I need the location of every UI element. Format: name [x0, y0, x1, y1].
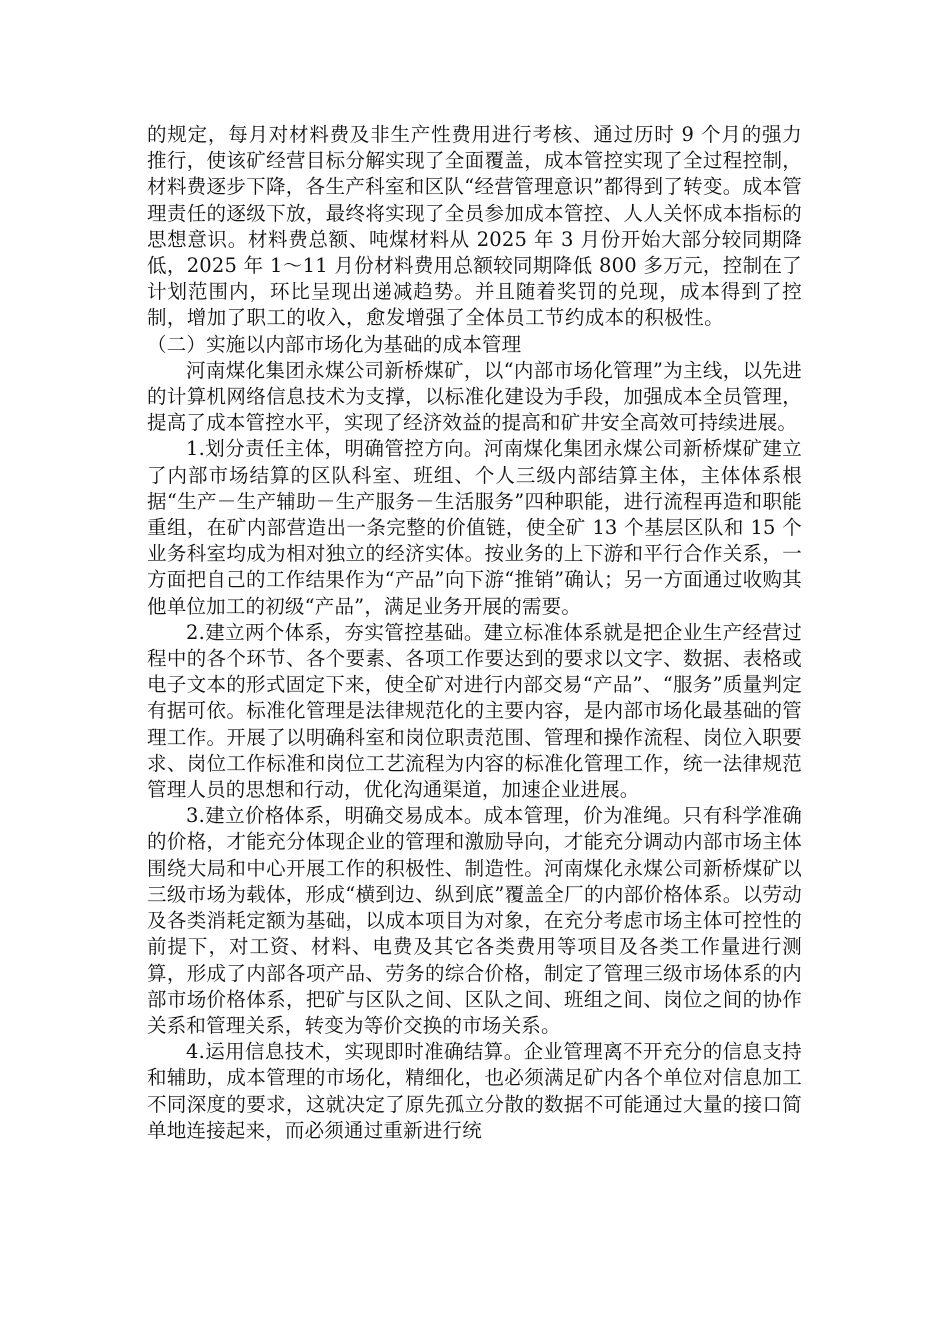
- paragraph-cost-control-summary: [147, 122, 802, 358]
- paragraph-xinqiao-intro: 河南煤化集团永煤公司新桥煤矿，以“内部市场化管理”为主线，以先进的计算机网络信息技术为支撑，以标准化建设为手段，加强成本全员管理，提高了成本管控水平，实现了经济效益的提高和矿井安全高效可持续进展。: [147, 358, 802, 435]
- document-page: [147, 122, 802, 1144]
- paragraph-item-3: 3.建立价格体系，明确交易成本。成本管理，价为准绳。只有科学准确的价格，才能充分体现企业的管理和激励导向，才能充分调动内部市场主体围绕大局和中心开展工作的积极性、制造性。河南煤化永煤公司新桥煤矿以三级市场为载体，形成“横到边、纵到底”覆盖全厂的内部价格体系。以劳动及各类消耗定额为基础，以成本项目为对象，在充分考虑市场主体可控性的前提下，对工资、材料、电费及其它各类费用等项目及各类工作量进行测算，形成了内部各项产品、劳务的综合价格，制定了管理三级市场体系的内部市场价格体系，把矿与区队之间、区队之间、班组之间、岗位之间的协作关系和管理关系，转变为等价交换的市场关系。: [147, 804, 802, 1037]
- paragraph-item-1: 1.划分责任主体，明确管控方向。河南煤化集团永煤公司新桥煤矿建立了内部市场结算的区队科室、班组、个人三级内部结算主体，主体体系根据“生产－生产辅助－生产服务－生活服务”四种职能，进行流程再造和职能重组，在矿内部营造出一条完整的价值链，使全矿 13 个基层区队和 15 个业务科室均成为相对独立的经济实体。按业务的上下游和平行合作关系，一方面把自己的工作结果作为“产品”向下游“推销”确认；另一方面通过收购其他单位加工的初级“产品”，满足业务开展的需要。: [147, 437, 802, 618]
- paragraph-item-2: 2.建立两个体系，夯实管控基础。建立标准体系就是把企业生产经营过程中的各个环节、各个要素、各项工作要达到的要求以文字、数据、表格或电子文本的形式固定下来，使全矿对进行内部交易“产品”、“服务”质量判定有据可依。标准化管理是法律规范化的主要内容，是内部市场化最基础的管理工作。开展了以明确科室和岗位职责范围、管理和操作流程、岗位入职要求、岗位工作标准和岗位工艺流程为内容的标准化管理工作，统一法律规范管理人员的思想和行动，优化沟通渠道，加速企业进展。: [147, 620, 802, 802]
- section-heading-2: （二）实施以内部市场化为基础的成本管理: [147, 332, 522, 356]
- paragraph-item-4: 4.运用信息技术，实现即时准确结算。企业管理离不开充分的信息支持和辅助，成本管理的市场化，精细化，也必须满足矿内各个单位对信息加工不同深度的要求，这就决定了原先孤立分散的数据不可能通过大量的接口简单地连接起来，而必须通过重新进行统: [147, 1040, 802, 1142]
- paragraph-text: 的规定，每月对材料费及非生产性费用进行考核、通过历时 9 个月的强力推行，使该矿经营目标分解实现了全面覆盖，成本管控实现了全过程控制，材料费逐步下降，各生产科室和区队“经营管理意识”都得到了转变。成本管理责任的逐级下放，最终将实现了全员参加成本管控、人人关怀成本指标的思想意识。材料费总额、吨煤材料从 2025 年 3 月份开始大部分较同期降低，2025 年 1～11 月份材料费用总额较同期降低 800 多万元，控制在了计划范围内，环比呈现出递减趋势。并且随着奖罚的兑现，成本得到了控制，增加了职工的收入，愈发增强了全体员工节约成本的积极性。: [147, 123, 802, 330]
